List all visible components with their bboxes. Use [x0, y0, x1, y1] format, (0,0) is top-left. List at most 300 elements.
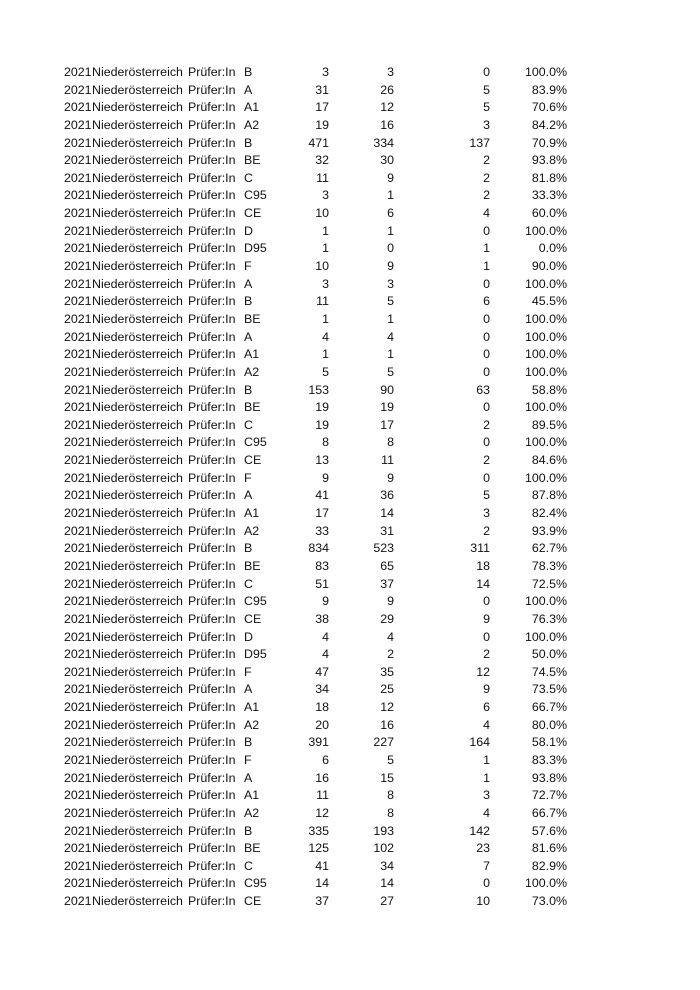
license-class-cell: A1 [244, 506, 260, 521]
passed-cell: 1 [387, 223, 394, 238]
table-row [64, 558, 584, 576]
role-cell: Prüfer:In [188, 541, 236, 556]
table-row [64, 470, 584, 488]
role-cell: Prüfer:In [188, 894, 236, 909]
total-cell: 5 [322, 364, 329, 379]
region-cell: Niederösterreich [92, 417, 183, 432]
role-cell: Prüfer:In [188, 382, 236, 397]
region-cell: Niederösterreich [92, 259, 183, 274]
failed-cell: 0 [483, 435, 490, 450]
license-class-cell: C [244, 170, 253, 185]
failed-cell: 2 [483, 647, 490, 662]
total-cell: 834 [308, 541, 329, 556]
region-cell: Niederösterreich [92, 770, 183, 785]
passed-cell: 15 [380, 770, 394, 785]
license-class-cell: A2 [244, 523, 260, 538]
pass-rate-cell: 100.0% [524, 364, 567, 379]
failed-cell: 3 [483, 506, 490, 521]
total-cell: 6 [322, 752, 329, 767]
region-cell: Niederösterreich [92, 400, 183, 415]
table-row [64, 593, 584, 611]
role-cell: Prüfer:In [188, 700, 236, 715]
total-cell: 1 [322, 311, 329, 326]
year-cell: 2021 [64, 347, 92, 362]
failed-cell: 0 [483, 311, 490, 326]
year-cell: 2021 [64, 65, 92, 79]
failed-cell: 0 [483, 594, 490, 609]
year-cell: 2021 [64, 435, 92, 450]
role-cell: Prüfer:In [188, 347, 236, 362]
failed-cell: 0 [483, 470, 490, 485]
pass-rate-cell: 74.5% [531, 664, 567, 679]
year-cell: 2021 [64, 858, 92, 873]
failed-cell: 10 [476, 894, 490, 909]
license-class-cell: A1 [244, 700, 260, 715]
pass-rate-cell: 76.3% [531, 611, 567, 626]
pass-rate-cell: 83.3% [531, 752, 567, 767]
role-cell: Prüfer:In [188, 453, 236, 468]
passed-cell: 102 [373, 841, 394, 856]
license-class-cell: CE [244, 611, 262, 626]
pass-rate-cell: 93.8% [531, 770, 567, 785]
failed-cell: 1 [483, 241, 490, 256]
license-class-cell: A1 [244, 788, 260, 803]
pass-rate-cell: 100.0% [524, 65, 567, 79]
license-class-cell: C95 [244, 594, 267, 609]
pass-rate-cell: 78.3% [531, 558, 567, 573]
passed-cell: 334 [373, 135, 394, 150]
region-cell: Niederösterreich [92, 188, 183, 203]
region-cell: Niederösterreich [92, 858, 183, 873]
passed-cell: 14 [380, 506, 394, 521]
total-cell: 16 [315, 770, 329, 785]
year-cell: 2021 [64, 276, 92, 291]
passed-cell: 9 [387, 170, 394, 185]
region-cell: Niederösterreich [92, 558, 183, 573]
table-row [64, 399, 584, 417]
failed-cell: 9 [483, 611, 490, 626]
license-class-cell: B [244, 65, 253, 79]
pass-rate-cell: 73.0% [531, 894, 567, 909]
pass-rate-cell: 100.0% [524, 470, 567, 485]
total-cell: 20 [315, 717, 329, 732]
passed-cell: 37 [380, 576, 394, 591]
role-cell: Prüfer:In [188, 558, 236, 573]
table-row [64, 576, 584, 594]
failed-cell: 4 [483, 717, 490, 732]
region-cell: Niederösterreich [92, 241, 183, 256]
passed-cell: 4 [387, 329, 394, 344]
passed-cell: 90 [380, 382, 394, 397]
pass-rate-cell: 60.0% [531, 206, 567, 221]
pass-rate-cell: 58.8% [531, 382, 567, 397]
pass-rate-cell: 100.0% [524, 329, 567, 344]
table-row [64, 135, 584, 153]
role-cell: Prüfer:In [188, 523, 236, 538]
pass-rate-cell: 50.0% [531, 647, 567, 662]
failed-cell: 14 [476, 576, 490, 591]
pass-rate-cell: 82.9% [531, 858, 567, 873]
license-class-cell: F [244, 259, 252, 274]
table-row [64, 205, 584, 223]
role-cell: Prüfer:In [188, 153, 236, 168]
failed-cell: 0 [483, 223, 490, 238]
region-cell: Niederösterreich [92, 82, 183, 97]
failed-cell: 0 [483, 329, 490, 344]
region-cell: Niederösterreich [92, 117, 183, 132]
total-cell: 9 [322, 470, 329, 485]
license-class-cell: C95 [244, 876, 267, 891]
failed-cell: 63 [476, 382, 490, 397]
role-cell: Prüfer:In [188, 135, 236, 150]
passed-cell: 12 [380, 700, 394, 715]
total-cell: 8 [322, 435, 329, 450]
failed-cell: 2 [483, 170, 490, 185]
region-cell: Niederösterreich [92, 382, 183, 397]
table-row [64, 840, 584, 858]
role-cell: Prüfer:In [188, 259, 236, 274]
table-row [64, 311, 584, 329]
year-cell: 2021 [64, 841, 92, 856]
pass-rate-cell: 70.9% [531, 135, 567, 150]
passed-cell: 3 [387, 65, 394, 79]
table-row [64, 82, 584, 100]
year-cell: 2021 [64, 717, 92, 732]
license-class-cell: B [244, 823, 253, 838]
total-cell: 10 [315, 206, 329, 221]
total-cell: 10 [315, 259, 329, 274]
total-cell: 125 [308, 841, 329, 856]
region-cell: Niederösterreich [92, 841, 183, 856]
year-cell: 2021 [64, 894, 92, 909]
failed-cell: 23 [476, 841, 490, 856]
total-cell: 1 [322, 241, 329, 256]
failed-cell: 0 [483, 65, 490, 79]
region-cell: Niederösterreich [92, 682, 183, 697]
role-cell: Prüfer:In [188, 664, 236, 679]
total-cell: 31 [315, 82, 329, 97]
failed-cell: 0 [483, 364, 490, 379]
region-cell: Niederösterreich [92, 276, 183, 291]
table-row [64, 629, 584, 647]
year-cell: 2021 [64, 558, 92, 573]
license-class-cell: B [244, 541, 253, 556]
pass-rate-cell: 62.7% [531, 541, 567, 556]
year-cell: 2021 [64, 523, 92, 538]
region-cell: Niederösterreich [92, 876, 183, 891]
table-row [64, 452, 584, 470]
role-cell: Prüfer:In [188, 223, 236, 238]
passed-cell: 4 [387, 629, 394, 644]
table-row [64, 823, 584, 841]
total-cell: 17 [315, 506, 329, 521]
passed-cell: 36 [380, 488, 394, 503]
region-cell: Niederösterreich [92, 717, 183, 732]
license-class-cell: B [244, 294, 253, 309]
table-row [64, 417, 584, 435]
failed-cell: 0 [483, 276, 490, 291]
license-class-cell: A2 [244, 117, 260, 132]
failed-cell: 5 [483, 100, 490, 115]
failed-cell: 1 [483, 259, 490, 274]
license-class-cell: BE [244, 400, 261, 415]
role-cell: Prüfer:In [188, 717, 236, 732]
passed-cell: 1 [387, 311, 394, 326]
year-cell: 2021 [64, 876, 92, 891]
license-class-cell: A2 [244, 717, 260, 732]
region-cell: Niederösterreich [92, 206, 183, 221]
table-row [64, 611, 584, 629]
year-cell: 2021 [64, 153, 92, 168]
license-class-cell: BE [244, 311, 261, 326]
role-cell: Prüfer:In [188, 805, 236, 820]
year-cell: 2021 [64, 788, 92, 803]
role-cell: Prüfer:In [188, 435, 236, 450]
license-class-cell: A1 [244, 100, 260, 115]
passed-cell: 25 [380, 682, 394, 697]
pass-rate-cell: 90.0% [531, 259, 567, 274]
region-cell: Niederösterreich [92, 311, 183, 326]
region-cell: Niederösterreich [92, 506, 183, 521]
region-cell: Niederösterreich [92, 347, 183, 362]
total-cell: 19 [315, 117, 329, 132]
role-cell: Prüfer:In [188, 417, 236, 432]
total-cell: 3 [322, 188, 329, 203]
pass-rate-cell: 81.8% [531, 170, 567, 185]
role-cell: Prüfer:In [188, 752, 236, 767]
year-cell: 2021 [64, 506, 92, 521]
failed-cell: 6 [483, 294, 490, 309]
year-cell: 2021 [64, 329, 92, 344]
total-cell: 11 [316, 294, 329, 309]
license-class-cell: A [244, 682, 253, 697]
total-cell: 13 [315, 453, 329, 468]
region-cell: Niederösterreich [92, 523, 183, 538]
license-class-cell: BE [244, 558, 261, 573]
region-cell: Niederösterreich [92, 894, 183, 909]
table-row [64, 258, 584, 276]
license-class-cell: B [244, 735, 253, 750]
total-cell: 11 [316, 170, 329, 185]
pass-rate-cell: 100.0% [524, 876, 567, 891]
region-cell: Niederösterreich [92, 647, 183, 662]
license-class-cell: A [244, 276, 253, 291]
total-cell: 153 [308, 382, 329, 397]
role-cell: Prüfer:In [188, 629, 236, 644]
year-cell: 2021 [64, 170, 92, 185]
license-class-cell: A [244, 488, 253, 503]
year-cell: 2021 [64, 82, 92, 97]
year-cell: 2021 [64, 541, 92, 556]
year-cell: 2021 [64, 823, 92, 838]
region-cell: Niederösterreich [92, 170, 183, 185]
role-cell: Prüfer:In [188, 470, 236, 485]
passed-cell: 31 [380, 523, 394, 538]
failed-cell: 142 [469, 823, 490, 838]
pass-rate-cell: 100.0% [524, 223, 567, 238]
total-cell: 391 [308, 735, 329, 750]
table-row [64, 540, 584, 558]
total-cell: 14 [315, 876, 329, 891]
passed-cell: 27 [380, 894, 394, 909]
passed-cell: 3 [387, 276, 394, 291]
license-class-cell: C95 [244, 435, 267, 450]
year-cell: 2021 [64, 206, 92, 221]
failed-cell: 2 [483, 453, 490, 468]
failed-cell: 2 [483, 188, 490, 203]
total-cell: 19 [315, 417, 329, 432]
table-row [64, 487, 584, 505]
year-cell: 2021 [64, 100, 92, 115]
role-cell: Prüfer:In [188, 647, 236, 662]
total-cell: 37 [315, 894, 329, 909]
data-table [64, 64, 584, 911]
total-cell: 471 [308, 135, 329, 150]
region-cell: Niederösterreich [92, 329, 183, 344]
failed-cell: 5 [483, 488, 490, 503]
pass-rate-cell: 100.0% [524, 629, 567, 644]
table-row [64, 717, 584, 735]
table-row [64, 752, 584, 770]
role-cell: Prüfer:In [188, 876, 236, 891]
license-class-cell: C [244, 576, 253, 591]
role-cell: Prüfer:In [188, 100, 236, 115]
failed-cell: 9 [483, 682, 490, 697]
license-class-cell: A1 [244, 347, 260, 362]
license-class-cell: CE [244, 894, 262, 909]
pass-rate-cell: 100.0% [524, 347, 567, 362]
passed-cell: 227 [373, 735, 394, 750]
license-class-cell: A2 [244, 364, 260, 379]
table-row [64, 223, 584, 241]
total-cell: 38 [315, 611, 329, 626]
role-cell: Prüfer:In [188, 506, 236, 521]
pass-rate-cell: 100.0% [524, 400, 567, 415]
failed-cell: 164 [469, 735, 490, 750]
total-cell: 1 [322, 347, 329, 362]
passed-cell: 12 [380, 100, 394, 115]
role-cell: Prüfer:In [188, 117, 236, 132]
total-cell: 41 [315, 858, 329, 873]
role-cell: Prüfer:In [188, 682, 236, 697]
table-row [64, 787, 584, 805]
license-class-cell: C95 [244, 188, 267, 203]
pass-rate-cell: 100.0% [524, 311, 567, 326]
table-row [64, 734, 584, 752]
total-cell: 19 [315, 400, 329, 415]
failed-cell: 0 [483, 629, 490, 644]
license-class-cell: BE [244, 153, 261, 168]
failed-cell: 6 [483, 700, 490, 715]
pass-rate-cell: 89.5% [531, 417, 567, 432]
pass-rate-cell: 66.7% [531, 805, 567, 820]
table-row [64, 505, 584, 523]
passed-cell: 9 [387, 259, 394, 274]
role-cell: Prüfer:In [188, 770, 236, 785]
passed-cell: 193 [373, 823, 394, 838]
table-row [64, 329, 584, 347]
total-cell: 9 [322, 594, 329, 609]
year-cell: 2021 [64, 223, 92, 238]
failed-cell: 1 [483, 752, 490, 767]
role-cell: Prüfer:In [188, 276, 236, 291]
year-cell: 2021 [64, 364, 92, 379]
pass-rate-cell: 100.0% [524, 276, 567, 291]
role-cell: Prüfer:In [188, 294, 236, 309]
year-cell: 2021 [64, 700, 92, 715]
license-class-cell: C [244, 858, 253, 873]
year-cell: 2021 [64, 664, 92, 679]
license-class-cell: CE [244, 206, 262, 221]
failed-cell: 12 [476, 664, 490, 679]
region-cell: Niederösterreich [92, 435, 183, 450]
total-cell: 1 [322, 223, 329, 238]
total-cell: 17 [315, 100, 329, 115]
total-cell: 33 [315, 523, 329, 538]
year-cell: 2021 [64, 752, 92, 767]
passed-cell: 30 [380, 153, 394, 168]
total-cell: 4 [322, 629, 329, 644]
passed-cell: 14 [380, 876, 394, 891]
pass-rate-cell: 58.1% [531, 735, 567, 750]
pass-rate-cell: 57.6% [531, 823, 567, 838]
passed-cell: 8 [387, 435, 394, 450]
region-cell: Niederösterreich [92, 100, 183, 115]
table-row [64, 187, 584, 205]
region-cell: Niederösterreich [92, 153, 183, 168]
passed-cell: 34 [380, 858, 394, 873]
failed-cell: 4 [483, 206, 490, 221]
license-class-cell: F [244, 752, 252, 767]
failed-cell: 7 [483, 858, 490, 873]
license-class-cell: A [244, 329, 253, 344]
region-cell: Niederösterreich [92, 453, 183, 468]
table-row [64, 681, 584, 699]
table-row [64, 699, 584, 717]
region-cell: Niederösterreich [92, 576, 183, 591]
role-cell: Prüfer:In [188, 241, 236, 256]
license-class-cell: D [244, 629, 253, 644]
pass-rate-cell: 93.9% [531, 523, 567, 538]
passed-cell: 11 [381, 453, 394, 468]
table-row [64, 893, 584, 911]
failed-cell: 311 [470, 541, 490, 556]
table-row [64, 434, 584, 452]
passed-cell: 26 [380, 82, 394, 97]
role-cell: Prüfer:In [188, 858, 236, 873]
region-cell: Niederösterreich [92, 752, 183, 767]
region-cell: Niederösterreich [92, 488, 183, 503]
table-row [64, 382, 584, 400]
year-cell: 2021 [64, 594, 92, 609]
pass-rate-cell: 72.5% [531, 576, 567, 591]
role-cell: Prüfer:In [188, 82, 236, 97]
license-class-cell: B [244, 382, 253, 397]
region-cell: Niederösterreich [92, 223, 183, 238]
pass-rate-cell: 72.7% [531, 788, 567, 803]
role-cell: Prüfer:In [188, 611, 236, 626]
passed-cell: 8 [387, 788, 394, 803]
year-cell: 2021 [64, 188, 92, 203]
failed-cell: 0 [483, 876, 490, 891]
pass-rate-cell: 100.0% [524, 594, 567, 609]
pass-rate-cell: 0.0% [538, 241, 567, 256]
role-cell: Prüfer:In [188, 65, 236, 79]
role-cell: Prüfer:In [188, 823, 236, 838]
year-cell: 2021 [64, 770, 92, 785]
year-cell: 2021 [64, 611, 92, 626]
pass-rate-cell: 82.4% [531, 506, 567, 521]
